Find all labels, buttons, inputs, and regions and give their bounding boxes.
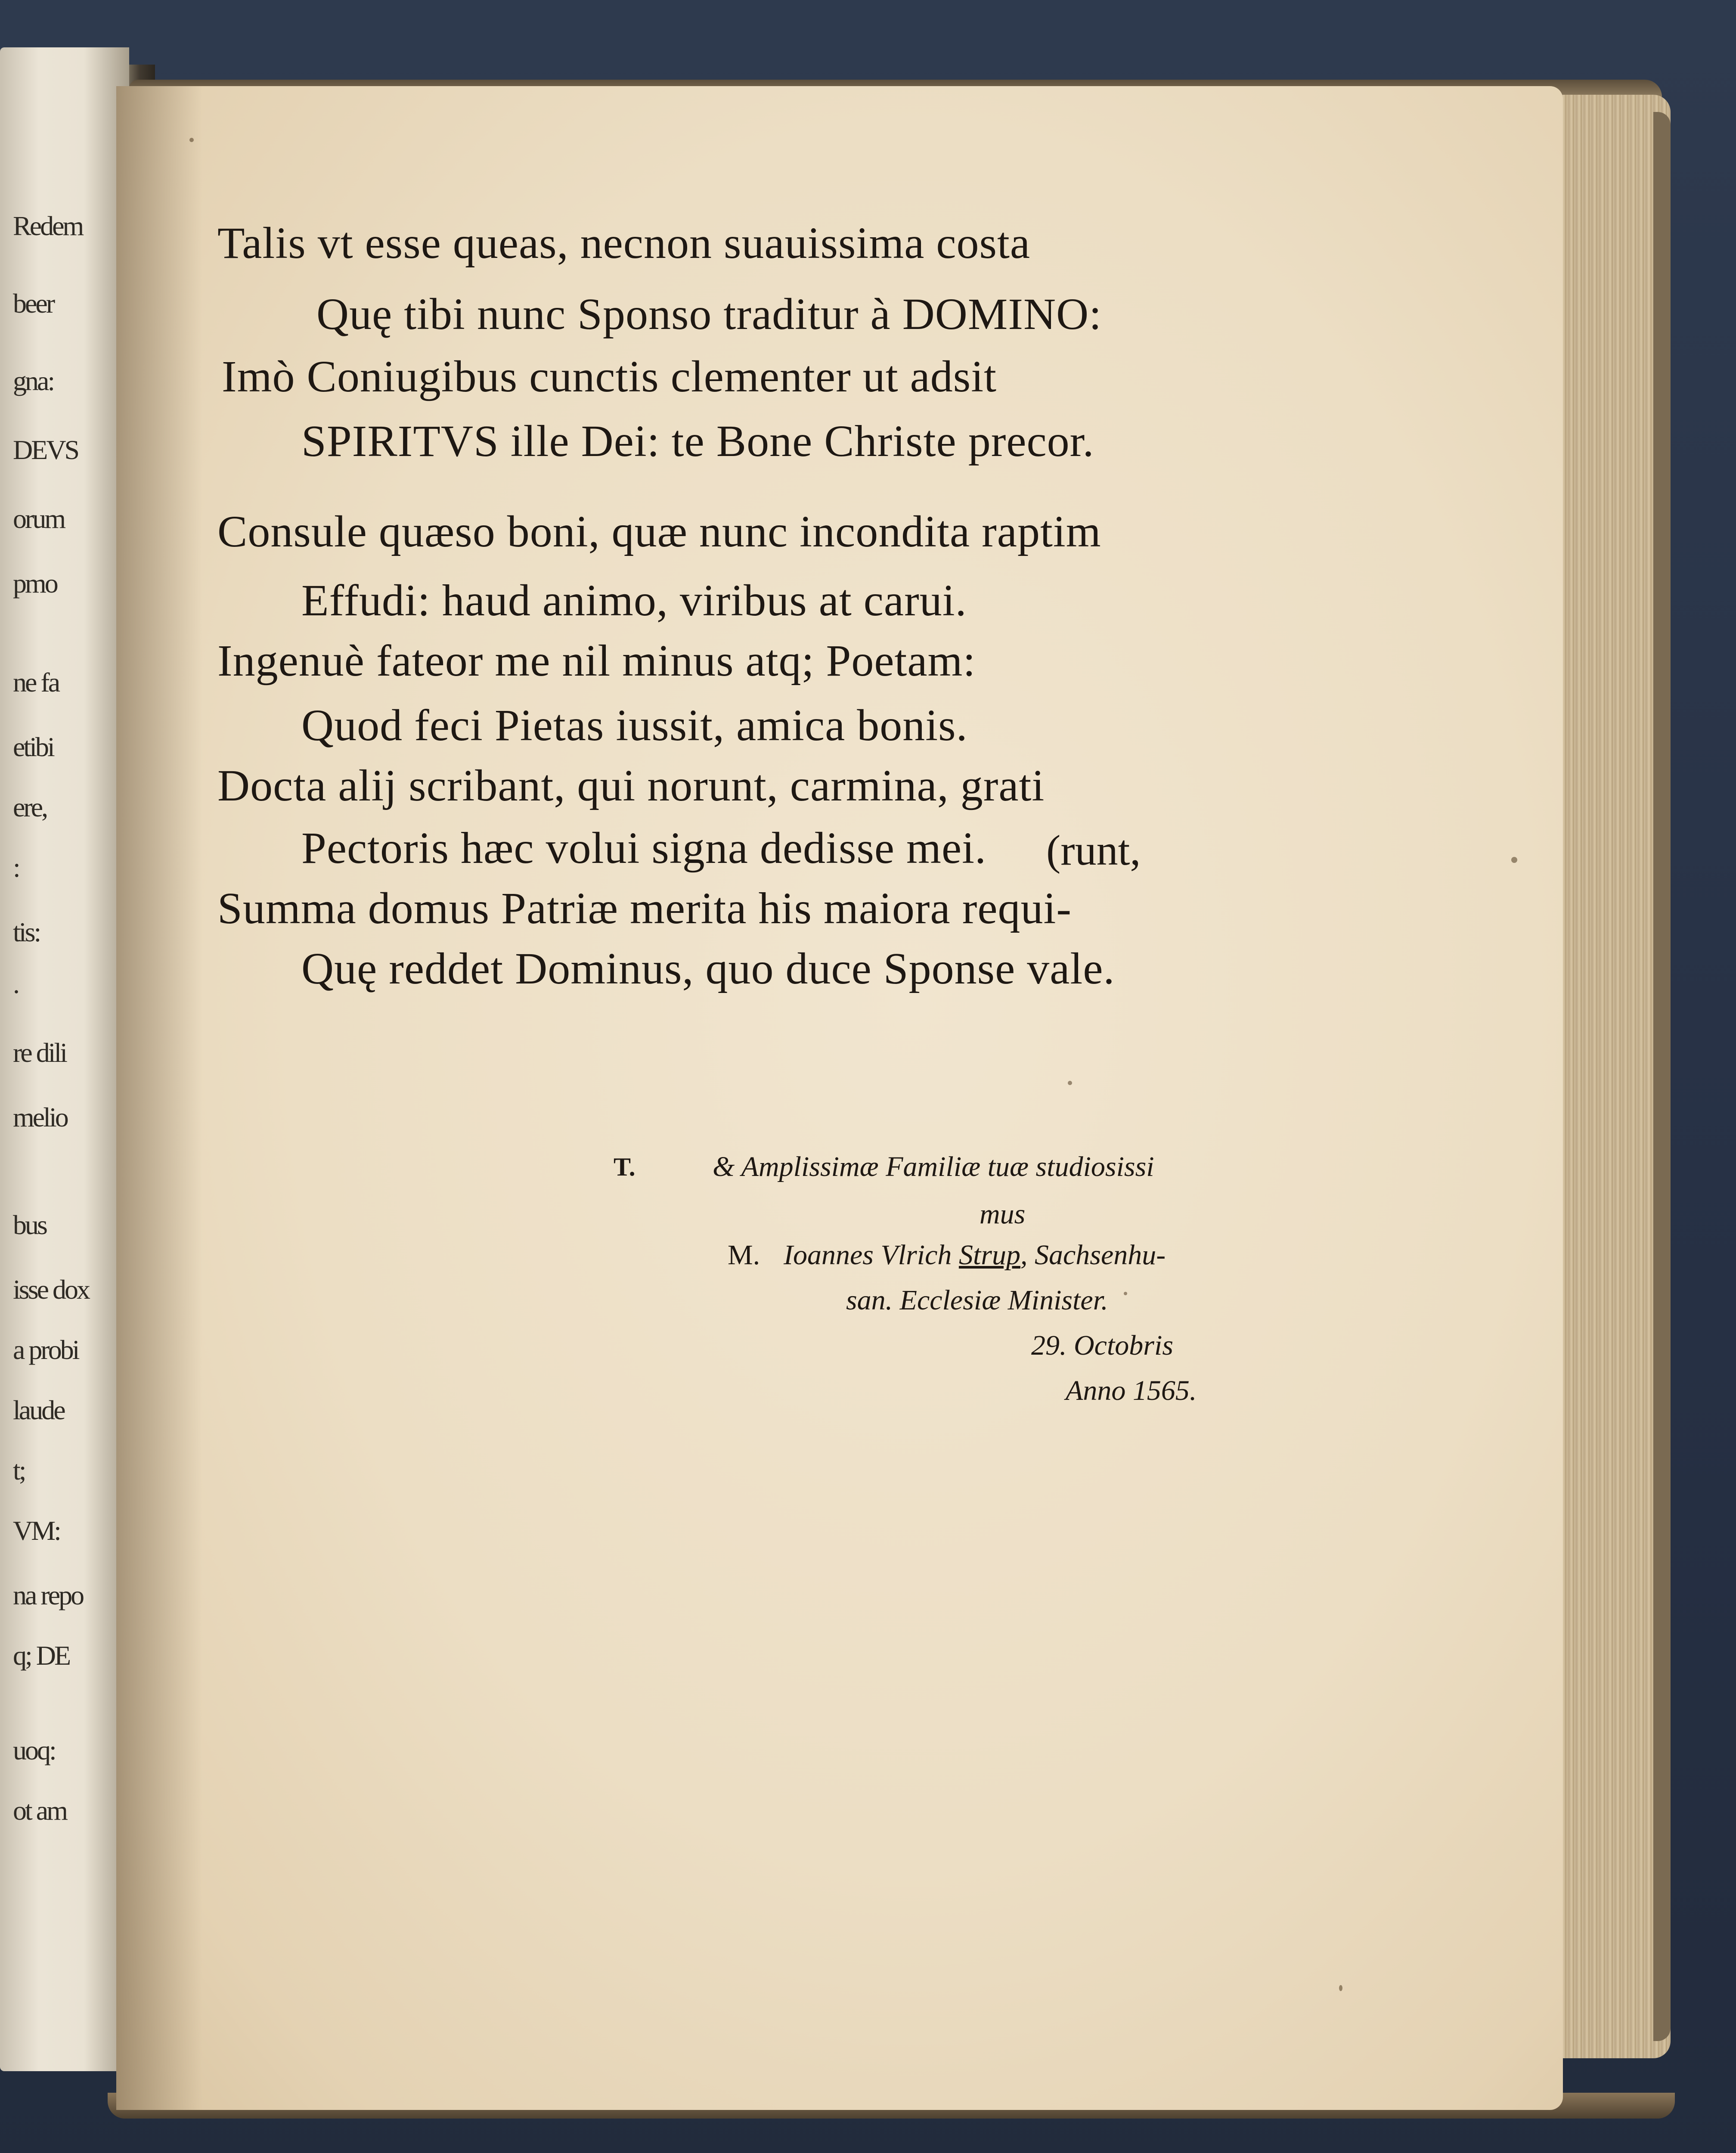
signature-name [784, 1236, 1166, 1275]
verse-line: Imò Coniugibus cunctis clementer ut adsit [222, 352, 997, 401]
left-fragment: pmo [13, 568, 57, 599]
signature-magister: M. [728, 1239, 760, 1271]
verse-line: Ingenuè fateor me nil minus atq; Poetam: [217, 636, 976, 686]
signature-line: & Amplissimæ Familiæ tuæ studiosissi [713, 1151, 1154, 1182]
signature-initial: T. [614, 1153, 636, 1181]
left-fragment: etibi [13, 732, 53, 762]
left-fragment: t; [13, 1455, 25, 1486]
verse-line: Summa domus Patriæ merita his maiora requi- [217, 884, 1072, 933]
left-fragment: orum [13, 504, 65, 534]
left-fragment: Redem [13, 211, 83, 241]
left-fragment: na repo [13, 1580, 83, 1610]
left-fragment: ere, [13, 792, 47, 822]
verse-line: Quę tibi nunc Sponso traditur à DOMINO: [316, 289, 1102, 339]
signature-year: Anno 1565. [1066, 1375, 1197, 1406]
left-fragment: melio [13, 1102, 67, 1132]
left-fragment: bus [13, 1210, 46, 1240]
left-fragment: DEVS [13, 435, 78, 465]
left-fragment: ot am [13, 1796, 66, 1826]
signature-line: mus [980, 1198, 1026, 1230]
left-fragment: q; DE [13, 1641, 70, 1671]
left-fragment: a probi [13, 1335, 78, 1365]
verse-line: Consule quæso boni, quæ nunc incondita raptim [217, 507, 1101, 556]
name-surname: Strup [958, 1239, 1020, 1271]
verse-runover: (runt, [1046, 826, 1141, 874]
verse-line: Talis vt esse queas, necnon suauissima costa [217, 218, 1031, 268]
verse-line: Pectoris hæc volui signa dedisse mei. [301, 823, 987, 873]
left-fragment: isse dox [13, 1275, 89, 1305]
left-fragment: laude [13, 1395, 64, 1425]
signature-line: san. Ecclesiæ Minister. [846, 1284, 1108, 1316]
left-fragment: . [13, 969, 18, 999]
left-fragment: : [13, 853, 19, 883]
left-fragment: re dili [13, 1038, 66, 1068]
name-place: , Sachsenhu- [1020, 1239, 1166, 1271]
left-fragment: gna: [13, 366, 54, 396]
left-fragment: VM: [13, 1516, 60, 1546]
verse-line: SPIRITVS ille Dei: te Bone Christe precor. [301, 416, 1094, 466]
left-fragment: beer [13, 289, 54, 319]
left-fragment: uoq: [13, 1735, 55, 1765]
verse-line: Quod feci Pietas iussit, amica bonis. [301, 701, 968, 750]
signature-date: 29. Octobris [1031, 1330, 1173, 1361]
verse-line: Quę reddet Dominus, quo duce Sponse vale. [301, 944, 1115, 993]
left-fragment: ne fa [13, 667, 59, 698]
verse-line: Docta alij scribant, qui norunt, carmina, grati [217, 761, 1045, 810]
verse-line: Effudi: haud animo, viribus at carui. [301, 576, 967, 625]
left-fragment: tis: [13, 917, 40, 947]
name-first: Ioannes Vlrich [784, 1239, 959, 1271]
